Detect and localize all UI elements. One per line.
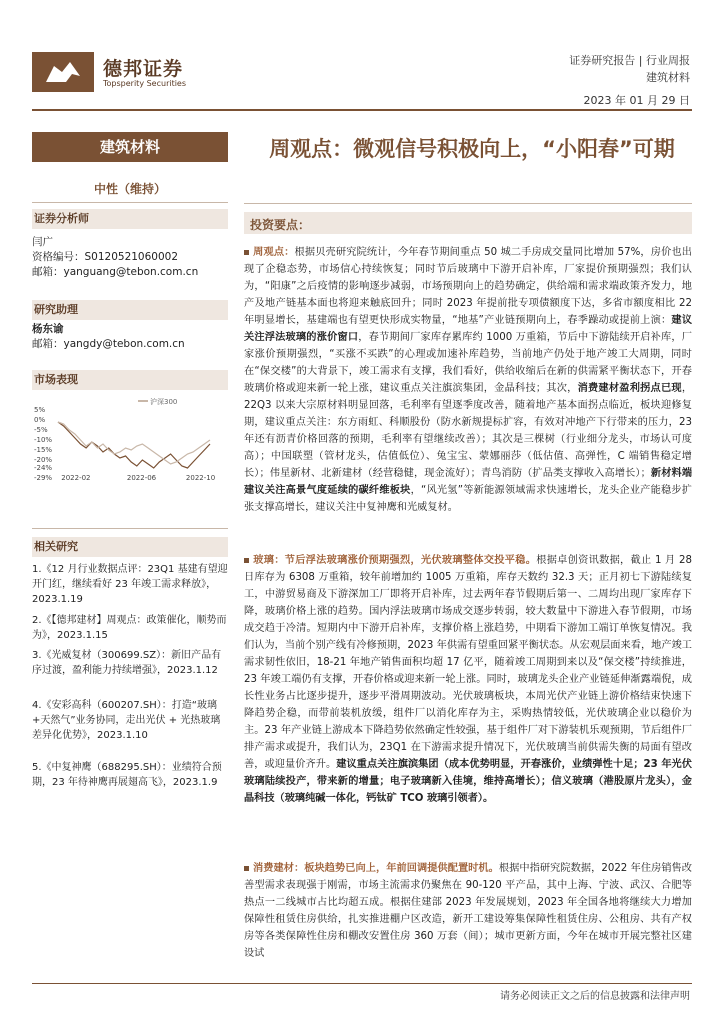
y-tick-label: -10% <box>34 436 53 444</box>
invest-label: 投资要点： <box>250 218 311 232</box>
chart-legend: 沪深300 <box>150 398 178 406</box>
legend-swatch <box>138 400 148 402</box>
y-tick-label: -29% <box>34 474 53 482</box>
assistant-info <box>32 322 185 352</box>
para-bold: 建议重点关注旗滨集团（成本优势明显，开春涨价，业绩弹性十足；23 年光伏玻璃陆续投产，带来新的增量；电子玻璃新入佳境，维持高增长）；信义玻璃（港股原片龙头），金晶科技（玻璃纯碱一体化，钙钛矿 TCO 玻璃引领者）。 <box>244 759 692 804</box>
para-text: ，“风光氢”等新能源领域需求快速增长，龙头企业产能稳步扩张支撑高增长，建议关注中复神鹰和光威复材。 <box>244 485 692 513</box>
title-divider <box>244 203 692 204</box>
y-tick-label: 0% <box>34 416 46 424</box>
assistant-section-label: 研究助理 <box>34 303 78 316</box>
bullet-icon <box>244 558 249 563</box>
report-type: 证券研究报告 | 行业周报 <box>569 54 690 67</box>
y-tick-label: -5% <box>34 426 48 434</box>
report-date: 2023 年 01 月 29 日 <box>583 94 690 107</box>
market-performance-chart <box>32 398 228 486</box>
rating: 中性（维持） <box>93 182 166 196</box>
sector-title: 建筑材料 <box>32 132 228 162</box>
header-divider <box>32 109 692 111</box>
related-section-label: 相关研究 <box>34 540 78 553</box>
paragraph-glass <box>244 552 692 850</box>
market-section-label: 市场表现 <box>34 373 78 386</box>
para-text: ，22Q3 以来大宗原材料明显回落，毛利率有望逐季度改善，随着地产基本面拐点临近，板块迎修复期，建议重点关注：东方雨虹、科顺股份（防水新规提标扩容，有效对冲地产下行带来的压力，23 年还有沥青价格回落的预期，毛利率有望继续改善）；其次是三棵树（行业细分龙头，市场认可度高）；中国联塑（管材龙头，估值低位）、兔宝宝、蒙娜丽莎（低估值、高弹性，C 端销售稳定增长）；伟星新材、北新建材（经营稳健，现金流好）；青鸟消防（扩品类支撑收入高增长）； <box>244 383 692 479</box>
analyst-info <box>32 235 198 280</box>
footer-disclaimer: 请务必阅读正文之后的信息披露和法律声明 <box>500 991 690 1002</box>
analyst-email[interactable]: 邮箱：yanguang@tebon.com.cn <box>32 266 199 278</box>
related-section <box>32 537 228 557</box>
market-section <box>32 370 228 390</box>
analyst-cert: 资格编号：S0120521060002 <box>32 251 179 263</box>
related-item[interactable]: 3.《光威复材（300699.SZ）：新旧产品有序过渡，盈利能力持续增强》，2023.1.12 <box>32 650 222 676</box>
analyst-section-label: 证券分析师 <box>34 212 89 225</box>
company-name: 德邦证券 <box>103 58 184 80</box>
para-bold: 建议关注浮法玻璃的涨价窗口 <box>244 315 692 343</box>
company-logo-mark <box>32 52 94 92</box>
y-tick-label: -15% <box>34 446 53 454</box>
x-tick-label: 2022-06 <box>126 474 157 482</box>
related-item[interactable]: 4.《安彩高科（600207.SH）：打造“玻璃+天然气”业务协同，走出光伏 + 光热玻璃差异化优势》，2023.1.10 <box>32 700 221 741</box>
paragraph-weekly-view <box>244 244 692 544</box>
x-tick-label: 2022-02 <box>61 474 91 482</box>
report-type-block <box>569 52 690 86</box>
related-item[interactable]: 2.《【德邦建材】周观点：政策催化，顺势而为》，2023.1.15 <box>32 615 227 641</box>
para-text: 根据中指研究院数据，2022 年住房销售改善型需求表现强于刚需，市场主流需求仍聚焦在 90-120 平产品，其中上海、宁波、武汉、合肥等热点一二线城市占比均超五成。根据住建部 2023 年发展规划，2023 年全国各地将继续大力增加保障性租赁住房供给，扎实推进棚户区改造，新开工建设筹集保障性租赁住房、公租房、共有产权房等各类保障性住房和棚改安置住房 360 万套（间）；城市更新方面，今年在城市开展完整社区建设试 <box>244 863 692 959</box>
y-tick-label: -24% <box>34 464 53 472</box>
bullet-icon <box>244 866 249 871</box>
assistant-section <box>32 300 228 320</box>
y-tick-label: -20% <box>34 456 53 464</box>
page-title: 周观点：微观信号积极向上，“小阳春”可期 <box>269 137 675 161</box>
assistant-name: 杨东谕 <box>32 323 64 335</box>
series-line-1 <box>58 422 210 464</box>
para-head: 周观点： <box>253 247 295 258</box>
para-bold: 新材料端建议关注高景气度延续的碳纤维板块 <box>244 468 692 496</box>
tiger-logo-icon <box>32 52 94 92</box>
para-text: 根据卓创资讯数据，截止 1 月 28 日库存为 6308 万重箱，较年前增加约 1005 万重箱，库存天数约 32.3 天；正月初七下游陆续复工，中游贸易商及下游深加工厂即将开启补库，过去两年春节假期后第一、二周均出现厂家库存下降，玻璃价格上涨的趋势。国内浮法玻璃市场成交逐步转弱，较大数量中下游进入春节假期，市场成交趋于冷清。短期内中下游开启补库，支撑价格上涨趋势，中期看下游加工端订单恢复情况。我们认为，当前个别产线有冷修预期，2023 年供需有望重回紧平衡状态。从宏观层面来看，地产竣工需求韧性依旧，18-21 年地产销售面积均超 17 亿平，随着竣工周期到来以及“保交楼”持续推进，23 年竣工端仍有支撑，开春价格或迎来新一轮上涨。同时，玻璃龙头企业产业链延伸渐露端倪，成长性业务占比逐步提升，逐步平滑周期波动。光伏玻璃板块，本周光伏产业链上游价格结束快速下降趋势企稳，而带前装机放缓，组件厂以消化库存为主，采购热情较低，光伏玻璃企业以稳价为主。23 年产业链上游成本下降趋势依然确定性较强，基于组件厂对下游装机乐观预期，节后组件厂排产需求或提升，我们认为，23Q1 在下游需求提升情况下，光伏玻璃当前供需失衡的局面有望改善，或迎量价齐升。 <box>244 555 692 770</box>
paragraph-consumer-materials <box>244 860 692 978</box>
invest-header-bar <box>244 212 692 234</box>
para-head: 消费建材：板块趋势已向上，年前回调提供配置时机。 <box>253 863 499 874</box>
para-text: ，春节期间厂家库存累库约 1000 万重箱，节后中下游陆续开启补库，厂家涨价预期强烈，“买涨不买跌”的心理或加速补库趋势，当前地产仍处于地产竣工大周期，同时在“保交楼”的大背景下，竣工需求有支撑，我们看好，供给收缩后在新的供需紧平衡状态下，开春玻璃价格或迎来新一轮上涨，建议重点关注旗滨集团，金晶科技；其次， <box>244 332 692 394</box>
analyst-name: 闫广 <box>32 236 53 248</box>
company-name-en: Topsperity Securities <box>103 79 187 88</box>
series-line-0 <box>58 422 210 468</box>
report-industry: 建筑材料 <box>646 71 690 84</box>
x-tick-label: 2022-10 <box>185 474 216 482</box>
footer-divider <box>32 983 692 984</box>
y-tick-label: 5% <box>34 406 46 414</box>
sidebar-divider <box>32 202 228 203</box>
para-bold: 消费建材盈利拐点已现 <box>577 383 682 394</box>
related-item[interactable]: 1.《12 月行业数据点评：23Q1 基建有望迎开门红，继续看好 23 年竣工需求释放》，2023.1.19 <box>32 564 228 605</box>
sidebar-divider-2 <box>32 528 228 529</box>
para-text: 根据贝壳研究院统计，今年春节期间重点 50 城二手房成交量同比增加 57%，房价也出现了企稳态势，市场信心持续恢复；同时节后玻璃中下游开启补库，厂家提价预期强烈；我们认为，“阳康”之后疫情的影响逐步减弱，市场预期向上的趋势确定，供给端和需求端政策齐发力，地产及地产链基本面也将迎来触底回升；同时 2023 年提前批专项债额度下达，多省市额度相比 22 年明显增长，基建端也有望更快形成实物量，“地基”产业链预期向上，春季躁动或提前上演： <box>244 247 692 326</box>
analyst-section <box>32 209 228 229</box>
related-item[interactable]: 5.《中复神鹰（688295.SH）：业绩符合预期，23 年待神鹰再展翅高飞》，2023.1.9 <box>32 762 222 788</box>
bullet-icon <box>244 250 249 255</box>
para-head: 玻璃：节后浮法玻璃涨价预期强烈，光伏玻璃整体交投平稳。 <box>253 555 537 566</box>
assistant-email[interactable]: 邮箱：yangdy@tebon.com.cn <box>32 338 185 350</box>
